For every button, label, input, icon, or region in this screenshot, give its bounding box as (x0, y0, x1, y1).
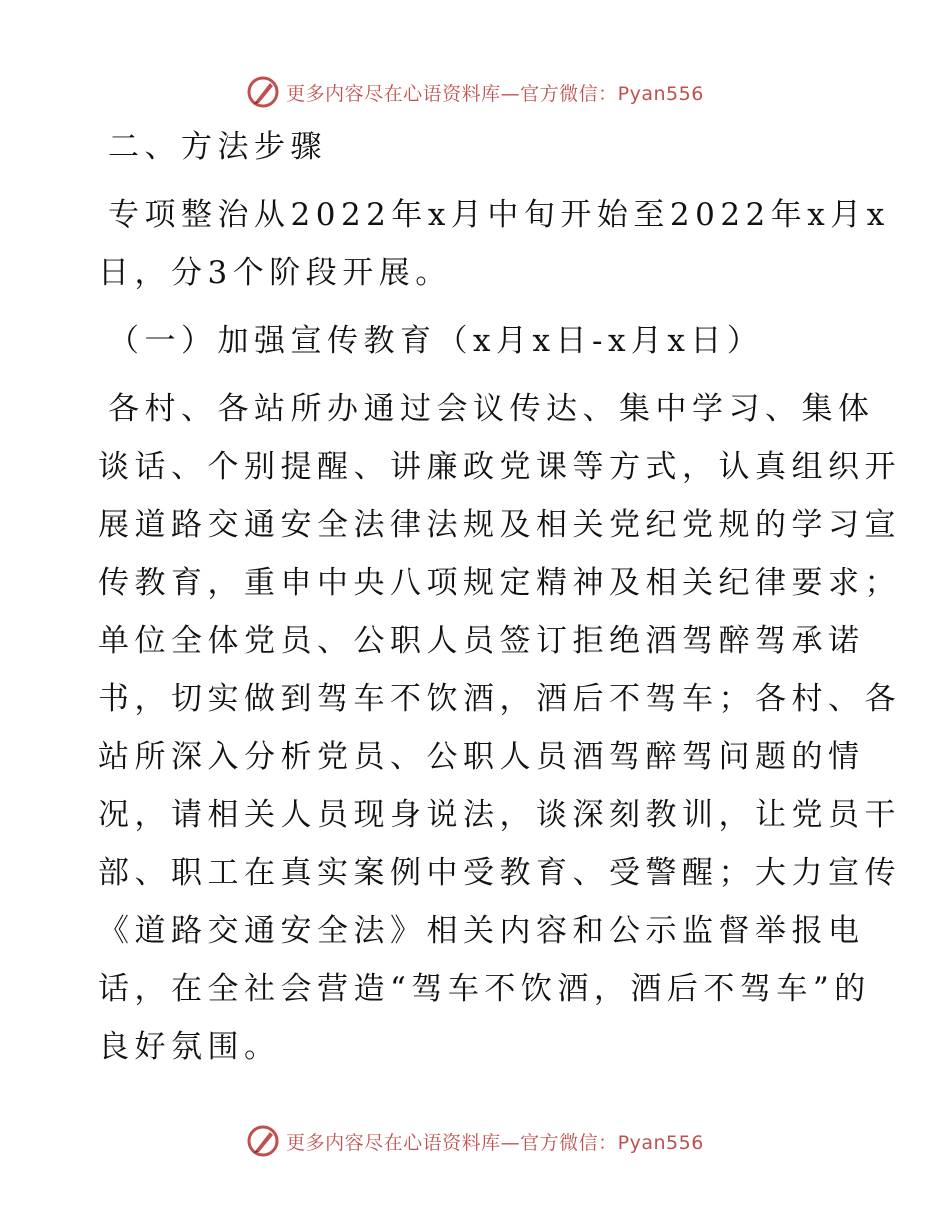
paragraph-line: 展道路交通安全法律法规及相关党纪党规的学习宣 (98, 507, 901, 543)
pen-in-circle-icon (246, 1124, 280, 1158)
paragraph-line: 日，分3个阶段开展。 (98, 255, 452, 291)
paragraph-line: 书，切实做到驾车不饮酒，酒后不驾车；各村、各 (98, 681, 901, 717)
footer-watermark-banner (0, 1121, 950, 1161)
paragraph-schedule (98, 186, 890, 302)
paragraph-line: 谈话、个别提醒、讲廉政党课等方式，认真组织开 (98, 449, 901, 485)
paragraph-education (98, 380, 901, 1076)
section-heading: 二、方法步骤 (108, 129, 327, 165)
banner-text: 更多内容尽在心语资料库—官方微信：Pyan556 (286, 82, 704, 105)
paragraph-line: 传教育，重申中央八项规定精神及相关纪律要求； (98, 565, 901, 601)
paragraph-line: 况，请相关人员现身说法，谈深刻教训，让党员干 (98, 797, 901, 833)
header-watermark-banner (0, 72, 950, 112)
banner-text: 更多内容尽在心语资料库—官方微信：Pyan556 (286, 1131, 704, 1154)
paragraph-line: 部、职工在真实案例中受教育、受警醒；大力宣传 (98, 855, 901, 891)
document-body (98, 118, 901, 1076)
paragraph-line: 良好氛围。 (98, 1029, 281, 1065)
paragraph-line: 《道路交通安全法》相关内容和公示监督举报电 (98, 913, 865, 949)
pen-in-circle-icon (246, 75, 280, 109)
paragraph-line: 各村、各站所办通过会议传达、集中学习、集体 (108, 391, 875, 427)
paragraph-line: 站所深入分析党员、公职人员酒驾醉驾问题的情 (98, 739, 865, 775)
paragraph-line: 单位全体党员、公职人员签订拒绝酒驾醉驾承诺 (98, 623, 865, 659)
paragraph-line: 话，在全社会营造“驾车不饮酒，酒后不驾车”的 (98, 971, 871, 1007)
paragraph-line: 专项整治从2022年x月中旬开始至2022年x月x (108, 197, 890, 233)
subsection-heading: （一）加强宣传教育（x月x日-x月x日） (108, 323, 764, 359)
